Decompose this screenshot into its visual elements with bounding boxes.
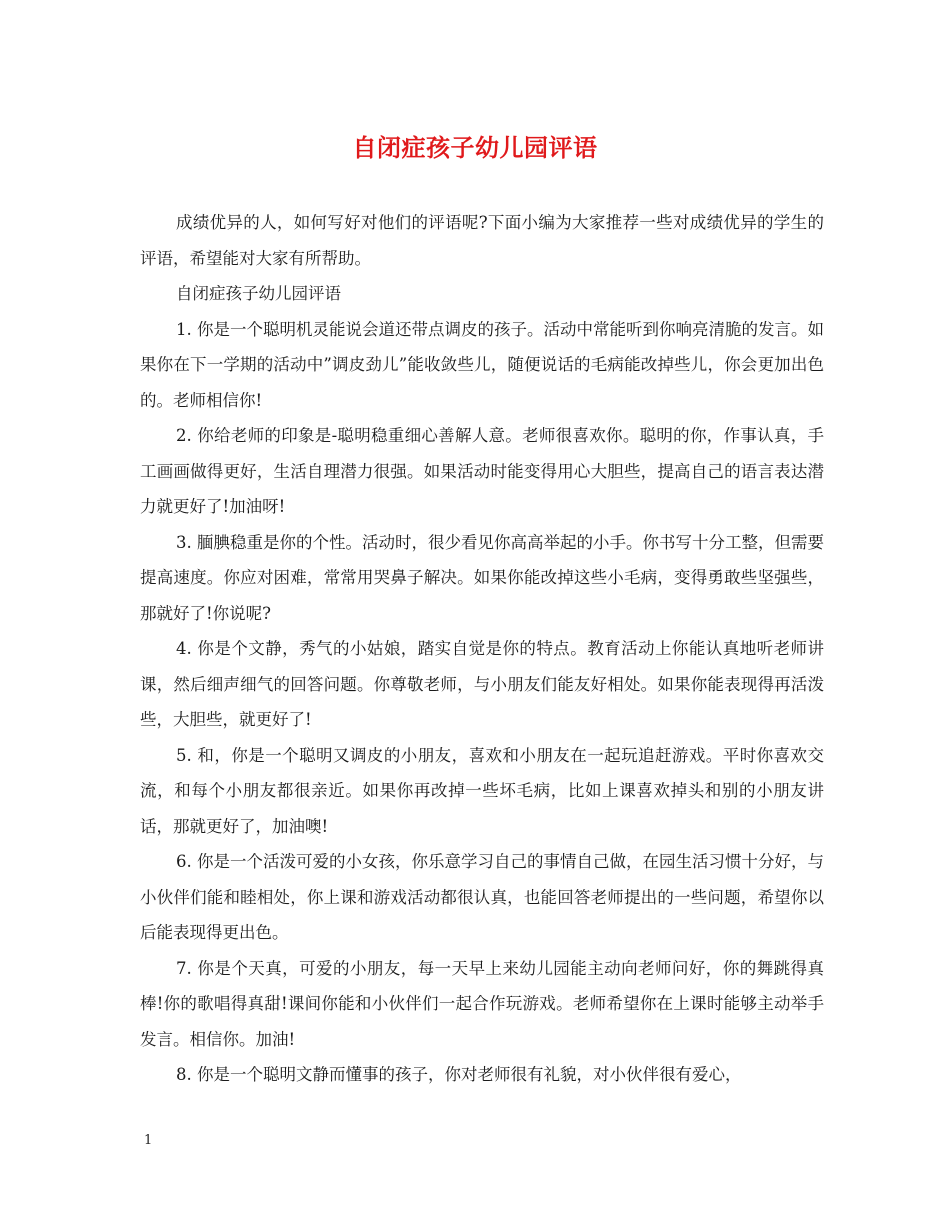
comment-paragraph-1: 1. 你是一个聪明机灵能说会道还带点调皮的孩子。活动中常能听到你响亮清脆的发言。如果你在下一学期的活动中”调皮劲儿”能收敛些儿，随便说话的毛病能改掉些儿，你会更加出色的。老师相信你! [140,319,824,410]
section-heading: 自闭症孩子幼儿园评语 [176,284,341,303]
document-title: 自闭症孩子幼儿园评语 [352,133,598,162]
comment-paragraph-4: 4. 你是个文静，秀气的小姑娘，踏实自觉是你的特点。教育活动上你能认真地听老师讲课，然后细声细气的回答问题。你尊敬老师，与小朋友们能友好相处。如果你能表现得再活泼些，大胆些，就更好了! [140,639,824,729]
comment-paragraph-6: 6. 你是一个活泼可爱的小女孩，你乐意学习自己的事情自己做，在园生活习惯十分好，与小伙伴们能和睦相处，你上课和游戏活动都很认真，也能回答老师提出的一些问题，希望你以后能表现得更出色。 [140,852,824,942]
document-body [140,205,824,1093]
comment-paragraph-3: 3. 腼腆稳重是你的个性。活动时，很少看见你高高举起的小手。你书写十分工整，但需要提高速度。你应对困难，常常用哭鼻子解决。如果你能改掉这些小毛病，变得勇敢些坚强些，那就好了!你说呢? [140,532,824,623]
comment-paragraph-7: 7. 你是个天真，可爱的小朋友，每一天早上来幼儿园能主动向老师问好，你的舞跳得真棒!你的歌唱得真甜!课间你能和小伙伴们一起合作玩游戏。老师希望你在上课时能够主动举手发言。相信你。加油! [140,958,824,1049]
intro-paragraph: 成绩优异的人，如何写好对他们的评语呢?下面小编为大家推荐一些对成绩优异的学生的评语，希望能对大家有所帮助。 [140,213,824,268]
comment-paragraph-8: 8. 你是一个聪明文静而懂事的孩子，你对老师很有礼貌，对小伙伴很有爱心， [176,1065,742,1084]
comment-paragraph-2: 2. 你给老师的印象是-聪明稳重细心善解人意。老师很喜欢你。聪明的你，作事认真，手工画画做得更好，生活自理潜力很强。如果活动时能变得用心大胆些，提高自己的语言表达潜力就更好了!加油呀! [140,426,824,516]
comment-paragraph-5: 5. 和，你是一个聪明又调皮的小朋友，喜欢和小朋友在一起玩追赶游戏。平时你喜欢交流，和每个小朋友都很亲近。如果你再改掉一些坏毛病，比如上课喜欢掉头和别的小朋友讲话，那就更好了，加油噢! [140,745,824,836]
page-number: 1 [144,1133,153,1148]
